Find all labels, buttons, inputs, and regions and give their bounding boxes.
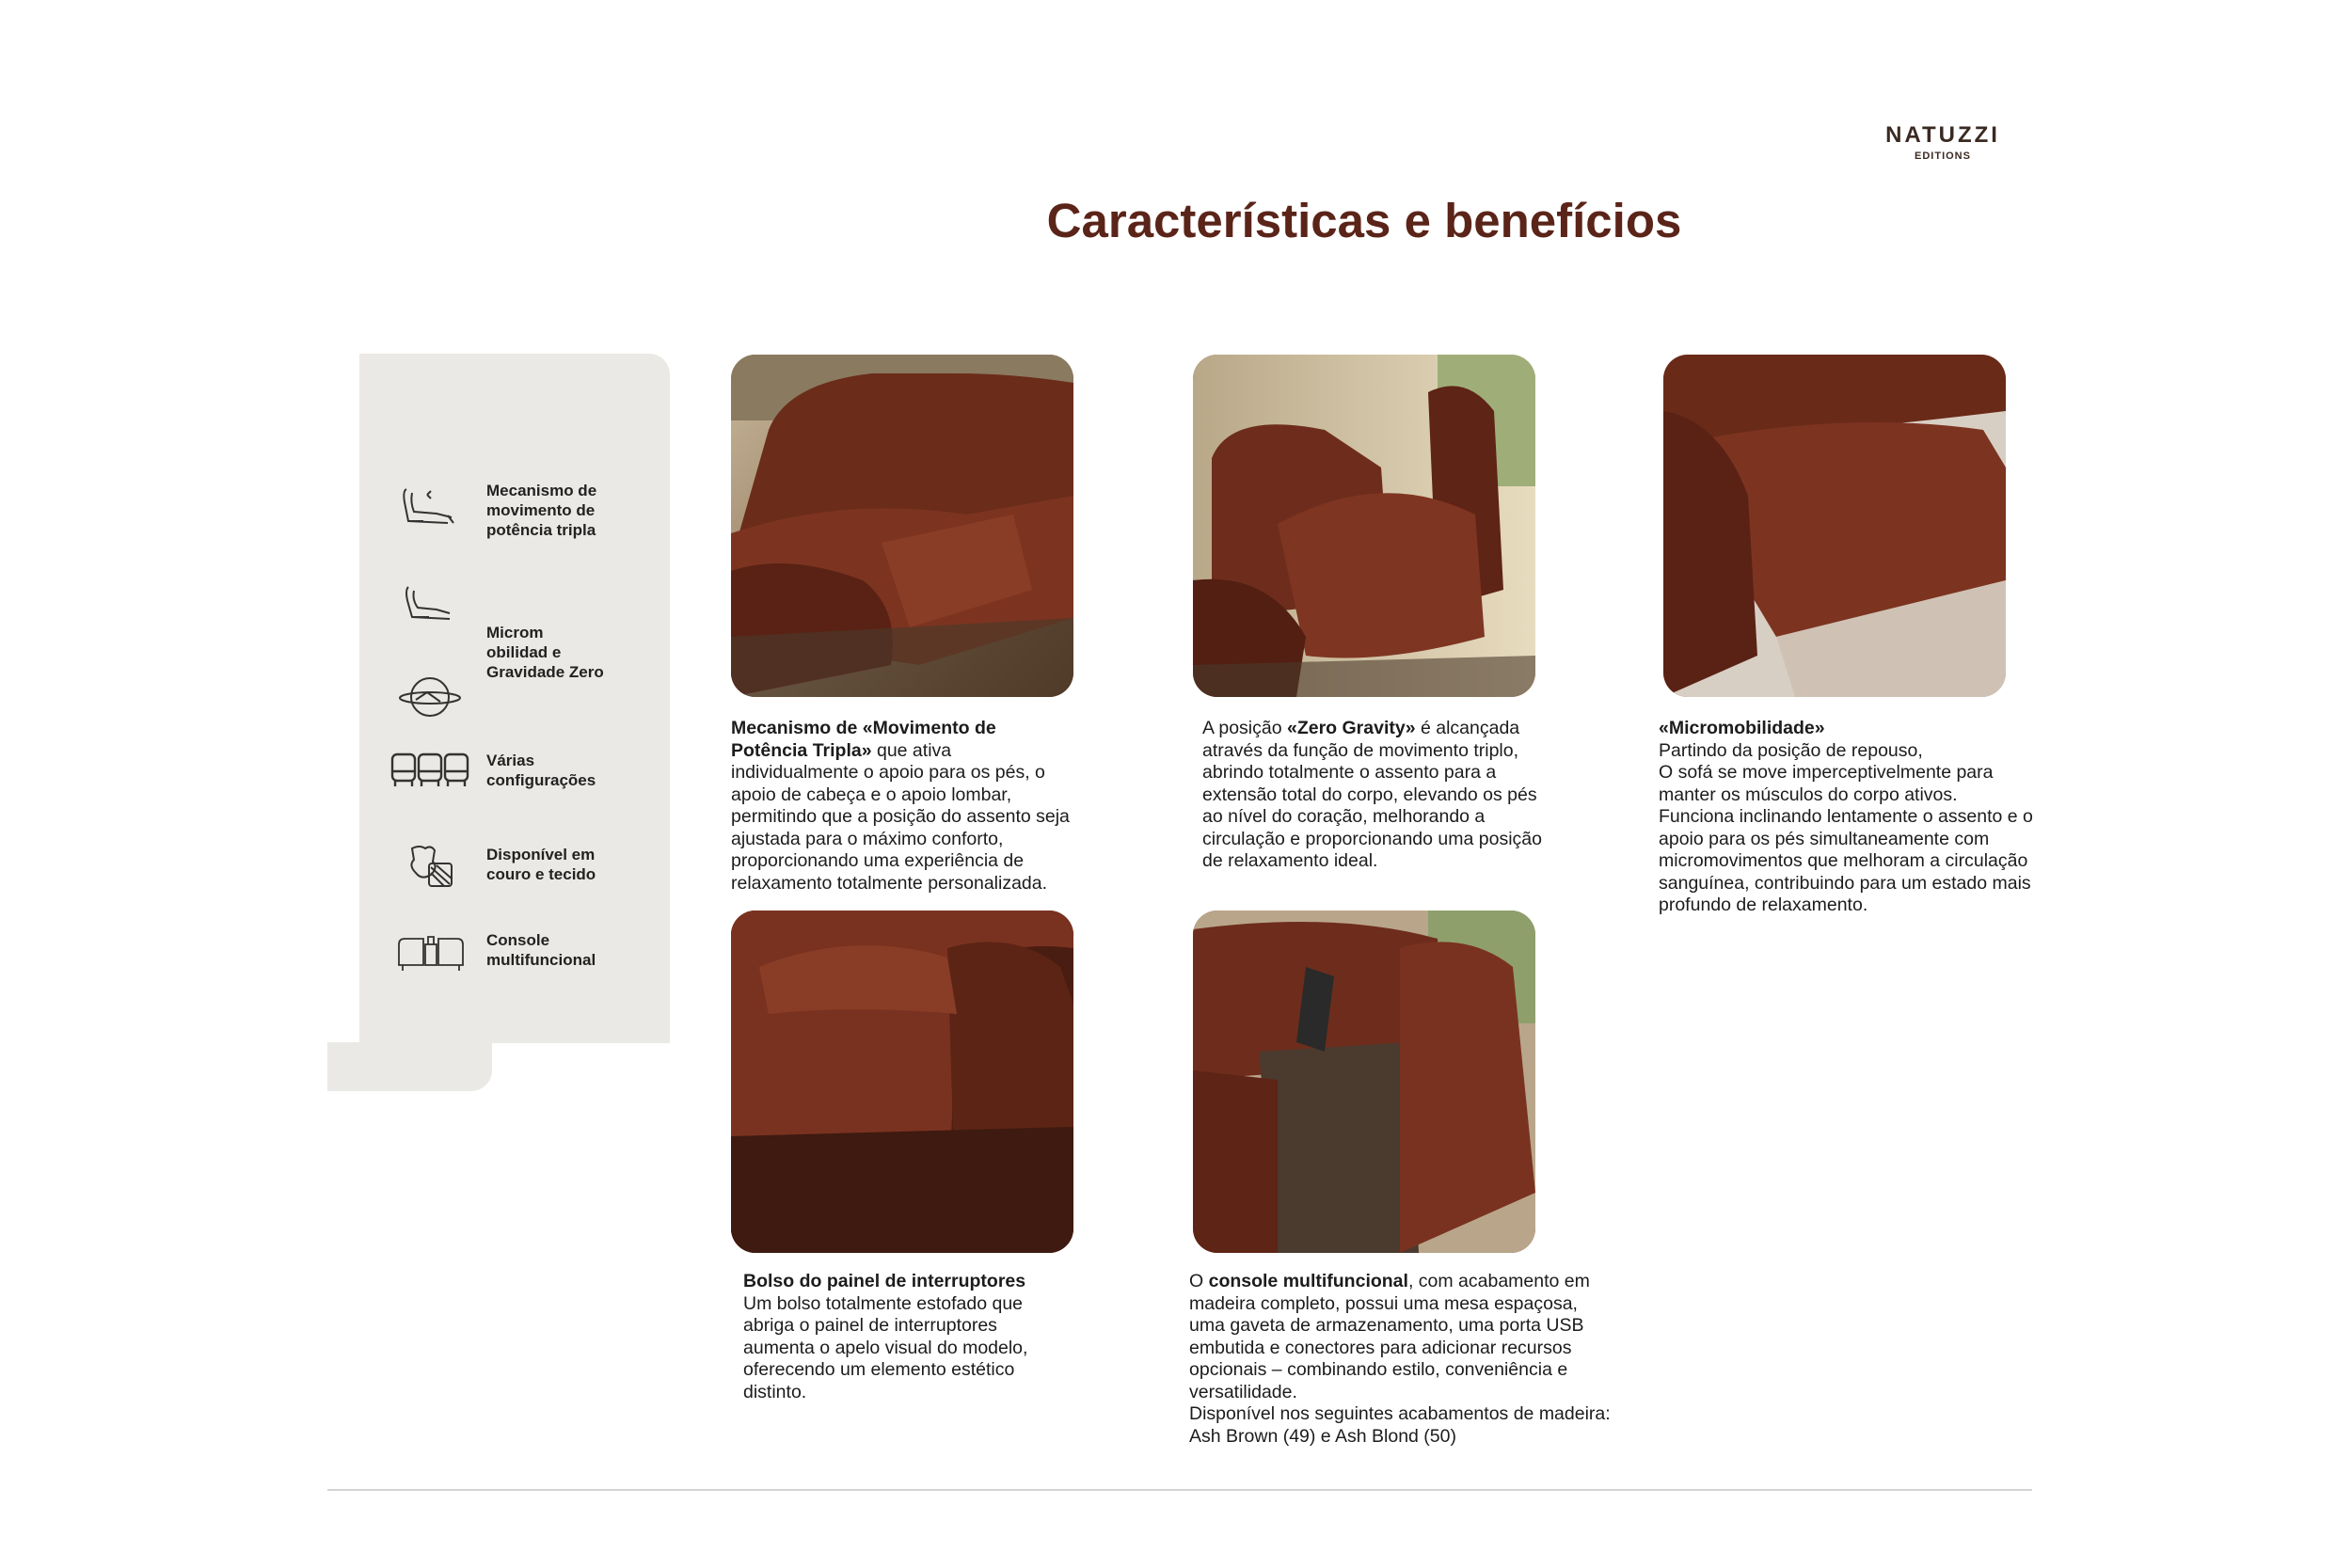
- photo-triple-power-sofa: [731, 355, 1073, 697]
- card-heading-triple-power: Mecanismo de «Movimento de Potência Tripla»: [731, 718, 996, 761]
- card-finishes-console: Disponível nos seguintes acabamentos de madeira: Ash Brown (49) e Ash Blond (50): [1189, 1403, 1611, 1447]
- card-line-micromobility: Partindo da posição de repouso,: [1659, 739, 1923, 761]
- leather-fabric-swatch-icon: [406, 843, 455, 890]
- feature-label-console: Console multifuncional: [486, 931, 596, 969]
- feature-label-configurations: Várias configurações: [486, 752, 596, 789]
- page-title: Características e benefícios: [1046, 194, 1682, 247]
- photo-multifunction-console: [1193, 911, 1535, 1253]
- recliner-chair-icon: [399, 483, 457, 531]
- card-text-micromobility: [1659, 718, 2035, 917]
- card-heading-zero-gravity: «Zero Gravity»: [1286, 718, 1416, 738]
- zero-gravity-orbit-icon: [397, 670, 463, 724]
- sidebar-tab-decoration: [327, 1042, 492, 1091]
- card-heading-switch-panel: Bolso do painel de interruptores: [743, 1271, 1026, 1291]
- photo-micromobility-sofa: [1663, 355, 2006, 697]
- card-body-switch-panel: Um bolso totalmente estofado que abriga o painel de interruptores aumenta o apelo visual do modelo, oferecendo um elemento estético distinto.: [743, 1292, 1028, 1402]
- bottom-divider: [327, 1489, 2032, 1491]
- card-text-triple-power: [731, 718, 1074, 895]
- photo-switch-panel-pocket: [731, 911, 1073, 1253]
- card-prefix-console: O: [1189, 1271, 1209, 1291]
- card-text-zero-gravity: [1202, 718, 1560, 873]
- three-seats-icon: [389, 751, 470, 788]
- sofa-console-icon: [395, 931, 467, 973]
- card-body-triple-power: que ativa individualmente o apoio para os pés, o apoio de cabeça e o apoio lombar, permitindo que a posição do assento seja ajustada para o máximo conforto, proporcionando uma experiência de relaxamento totalmente personalizada.: [731, 739, 1070, 894]
- card-text-console: [1189, 1271, 1613, 1448]
- card-body-zero-gravity: é alcançada através da função de movimento triplo, abrindo totalmente o assento para a extensão total do corpo, elevando os pés ao nível do coração, melhorando a circulação e proporcionando uma posição de relaxamento ideal.: [1202, 718, 1542, 871]
- card-body-micromobility: O sofá se move imperceptivelmente para manter os músculos do corpo ativos. Funciona inclinando lentamente o assento e o apoio para os pés simultaneamente com micromovimentos que melhoram a circulação sanguínea, contribuindo para um estado mais profundo de relaxamento.: [1659, 762, 2033, 915]
- brand-name: NATUZZI: [1885, 122, 2000, 148]
- reclined-chair-icon: [403, 583, 455, 625]
- brand-logo: [1882, 122, 2004, 162]
- brand-subtitle: EDITIONS: [1915, 150, 1971, 162]
- card-prefix-zero-gravity: A posição: [1202, 718, 1287, 738]
- card-heading-micromobility: «Micromobilidade»: [1659, 718, 1825, 738]
- feature-label-triple-power: Mecanismo de movimento de potência tripla: [486, 482, 597, 539]
- photo-zero-gravity-sofa: [1193, 355, 1535, 697]
- card-heading-console: console multifuncional: [1208, 1271, 1408, 1291]
- card-body-console: , com acabamento em madeira completo, possui uma mesa espaçosa, uma gaveta de armazenamento, uma porta USB embutida e conectores para adicionar recursos opcionais – combinando estilo, conveniência e versatilidade.: [1189, 1271, 1590, 1402]
- feature-label-leather-fabric: Disponível em couro e tecido: [486, 846, 596, 883]
- features-sidebar: [359, 354, 670, 1043]
- card-text-switch-panel: [743, 1271, 1063, 1403]
- feature-label-micromobility: Microm obilidad e Gravidade Zero: [486, 624, 604, 681]
